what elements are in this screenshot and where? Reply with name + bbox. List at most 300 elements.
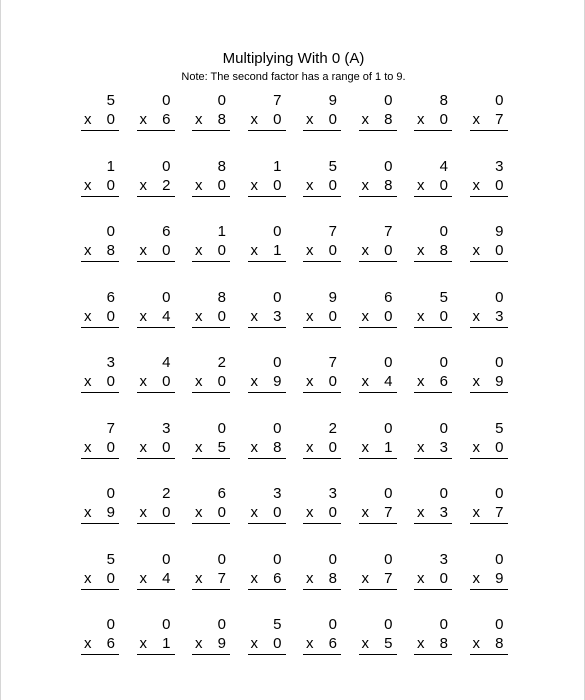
first-factor: 0 — [384, 354, 393, 371]
second-factor-row — [359, 110, 397, 131]
multiplication-problem — [462, 221, 508, 263]
second-factor-row — [359, 241, 397, 262]
multiplication-problem — [406, 549, 452, 591]
multiply-operator: x — [84, 635, 92, 652]
second-factor-row — [470, 438, 508, 459]
first-factor: 0 — [384, 550, 393, 568]
multiply-operator: x — [361, 307, 369, 325]
second-factor: 6 — [439, 373, 448, 390]
first-factor: 1 — [217, 223, 226, 240]
second-factor: 0 — [217, 373, 226, 390]
second-factor: 4 — [162, 569, 171, 587]
multiply-operator: x — [417, 504, 425, 521]
multiply-operator: x — [417, 569, 425, 587]
multiplication-problem — [462, 352, 508, 394]
second-factor: 7 — [384, 504, 393, 521]
multiplication-problem — [73, 549, 119, 591]
multiplication-problem — [351, 483, 397, 525]
first-factor: 6 — [217, 485, 226, 502]
multiplication-problem — [406, 614, 452, 656]
second-factor: 6 — [106, 635, 115, 652]
first-factor: 2 — [162, 485, 171, 502]
first-factor: 7 — [273, 92, 282, 109]
first-factor: 0 — [384, 485, 393, 502]
second-factor-row — [359, 372, 397, 393]
second-factor: 8 — [273, 438, 282, 456]
first-factor: 8 — [439, 92, 448, 109]
second-factor: 8 — [439, 635, 448, 652]
multiplication-problem — [129, 221, 175, 263]
multiply-operator: x — [139, 635, 147, 652]
multiplication-problem — [295, 156, 341, 198]
second-factor-row — [137, 438, 175, 459]
multiply-operator: x — [306, 111, 314, 128]
multiply-operator: x — [250, 242, 258, 259]
first-factor: 3 — [106, 354, 115, 371]
second-factor-row — [414, 176, 452, 197]
multiply-operator: x — [84, 307, 92, 325]
first-factor: 0 — [106, 485, 115, 502]
first-factor: 0 — [384, 616, 393, 633]
first-factor: 8 — [217, 288, 226, 306]
multiply-operator: x — [195, 373, 203, 390]
multiply-operator: x — [195, 242, 203, 259]
first-factor: 0 — [495, 288, 504, 306]
multiplication-problem — [462, 483, 508, 525]
multiply-operator: x — [84, 438, 92, 456]
multiply-operator: x — [361, 569, 369, 587]
second-factor: 0 — [328, 242, 337, 259]
second-factor: 4 — [384, 373, 393, 390]
multiply-operator: x — [84, 373, 92, 390]
multiplication-problem — [462, 614, 508, 656]
multiply-operator: x — [417, 242, 425, 259]
second-factor: 0 — [217, 504, 226, 521]
second-factor-row — [303, 307, 341, 328]
second-factor-row — [303, 241, 341, 262]
first-factor: 0 — [439, 616, 448, 633]
multiply-operator: x — [361, 176, 369, 194]
first-factor: 0 — [495, 550, 504, 568]
multiplication-problem — [240, 549, 286, 591]
multiplication-problem — [351, 90, 397, 132]
multiply-operator: x — [84, 569, 92, 587]
second-factor-row — [192, 307, 230, 328]
multiplication-problem — [351, 352, 397, 394]
multiply-operator: x — [472, 242, 480, 259]
multiply-operator: x — [472, 176, 480, 194]
multiply-operator: x — [139, 307, 147, 325]
multiplication-problem — [406, 352, 452, 394]
second-factor: 8 — [384, 111, 393, 128]
multiply-operator: x — [250, 307, 258, 325]
first-factor: 6 — [106, 288, 115, 306]
second-factor-row — [81, 372, 119, 393]
second-factor-row — [81, 241, 119, 262]
multiplication-problem — [240, 418, 286, 460]
multiplication-problem — [73, 287, 119, 329]
second-factor: 0 — [162, 242, 171, 259]
second-factor-row — [137, 176, 175, 197]
multiplication-problem — [240, 90, 286, 132]
second-factor-row — [303, 634, 341, 655]
second-factor-row — [248, 438, 286, 459]
multiply-operator: x — [306, 438, 314, 456]
multiply-operator: x — [472, 635, 480, 652]
second-factor-row — [414, 438, 452, 459]
multiplication-problem — [184, 221, 230, 263]
second-factor-row — [248, 110, 286, 131]
multiply-operator: x — [139, 504, 147, 521]
second-factor: 2 — [162, 176, 171, 194]
second-factor: 0 — [106, 438, 115, 456]
multiply-operator: x — [139, 373, 147, 390]
second-factor: 8 — [439, 242, 448, 259]
second-factor-row — [137, 503, 175, 524]
multiplication-problem — [73, 418, 119, 460]
second-factor: 0 — [439, 111, 448, 128]
second-factor-row — [414, 503, 452, 524]
second-factor-row — [81, 503, 119, 524]
second-factor: 9 — [273, 373, 282, 390]
second-factor-row — [192, 241, 230, 262]
multiplication-problem — [73, 483, 119, 525]
second-factor: 0 — [106, 176, 115, 194]
multiplication-problem — [184, 483, 230, 525]
second-factor: 0 — [106, 373, 115, 390]
second-factor: 0 — [439, 176, 448, 194]
second-factor: 0 — [328, 373, 337, 390]
multiply-operator: x — [139, 111, 147, 128]
multiply-operator: x — [361, 111, 369, 128]
second-factor-row — [137, 110, 175, 131]
multiply-operator: x — [139, 438, 147, 456]
first-factor: 9 — [328, 288, 337, 306]
second-factor: 3 — [439, 438, 448, 456]
multiplication-problem — [129, 614, 175, 656]
first-factor: 0 — [328, 616, 337, 633]
first-factor: 0 — [106, 616, 115, 633]
multiply-operator: x — [195, 635, 203, 652]
multiply-operator: x — [417, 176, 425, 194]
second-factor-row — [470, 307, 508, 328]
first-factor: 7 — [328, 223, 337, 240]
multiplication-problem — [73, 614, 119, 656]
second-factor-row — [303, 438, 341, 459]
second-factor-row — [414, 110, 452, 131]
first-factor: 0 — [495, 92, 504, 109]
first-factor: 0 — [162, 92, 171, 109]
first-factor: 0 — [384, 419, 393, 437]
multiply-operator: x — [306, 569, 314, 587]
second-factor-row — [81, 176, 119, 197]
second-factor-row — [248, 241, 286, 262]
first-factor: 6 — [384, 288, 393, 306]
worksheet-title: Multiplying With 0 (A) — [222, 50, 365, 67]
second-factor-row — [248, 372, 286, 393]
multiplication-problem — [240, 614, 286, 656]
second-factor: 0 — [273, 635, 282, 652]
multiply-operator: x — [361, 504, 369, 521]
second-factor-row — [192, 438, 230, 459]
first-factor: 0 — [217, 92, 226, 109]
multiply-operator: x — [361, 373, 369, 390]
first-factor: 1 — [273, 157, 282, 175]
first-factor: 0 — [495, 485, 504, 502]
second-factor-row — [192, 372, 230, 393]
second-factor: 7 — [495, 111, 504, 128]
multiplication-problem — [406, 156, 452, 198]
second-factor: 8 — [106, 242, 115, 259]
multiplication-problem — [73, 90, 119, 132]
multiplication-problem — [351, 221, 397, 263]
second-factor-row — [470, 176, 508, 197]
second-factor: 6 — [273, 569, 282, 587]
second-factor: 8 — [384, 176, 393, 194]
multiplication-problem — [295, 483, 341, 525]
multiply-operator: x — [84, 111, 92, 128]
second-factor-row — [248, 176, 286, 197]
worksheet-note: Note: The second factor has a range of 1 to 9. — [181, 71, 406, 83]
first-factor: 3 — [273, 485, 282, 502]
second-factor-row — [303, 110, 341, 131]
multiplication-problem — [240, 287, 286, 329]
second-factor-row — [359, 438, 397, 459]
second-factor: 0 — [273, 111, 282, 128]
first-factor: 0 — [439, 419, 448, 437]
multiply-operator: x — [250, 438, 258, 456]
second-factor: 0 — [106, 569, 115, 587]
multiplication-problem — [295, 221, 341, 263]
second-factor-row — [359, 307, 397, 328]
multiply-operator: x — [195, 438, 203, 456]
first-factor: 1 — [106, 157, 115, 175]
second-factor-row — [359, 503, 397, 524]
second-factor: 1 — [384, 438, 393, 456]
multiplication-problem — [240, 156, 286, 198]
multiply-operator: x — [306, 242, 314, 259]
multiplication-problem — [240, 483, 286, 525]
multiplication-problem — [406, 221, 452, 263]
second-factor: 0 — [495, 242, 504, 259]
first-factor: 0 — [495, 616, 504, 633]
first-factor: 5 — [328, 157, 337, 175]
multiply-operator: x — [472, 504, 480, 521]
first-factor: 0 — [106, 223, 115, 240]
first-factor: 7 — [328, 354, 337, 371]
first-factor: 0 — [384, 157, 393, 175]
multiplication-problem — [73, 221, 119, 263]
multiply-operator: x — [417, 635, 425, 652]
multiplication-problem — [129, 483, 175, 525]
multiply-operator: x — [195, 307, 203, 325]
second-factor: 9 — [106, 504, 115, 521]
second-factor: 0 — [217, 307, 226, 325]
first-factor: 5 — [439, 288, 448, 306]
multiplication-problem — [295, 90, 341, 132]
second-factor: 0 — [162, 373, 171, 390]
multiplication-problem — [295, 352, 341, 394]
second-factor: 0 — [162, 438, 171, 456]
second-factor-row — [359, 176, 397, 197]
second-factor-row — [414, 372, 452, 393]
multiplication-problem — [406, 287, 452, 329]
multiply-operator: x — [84, 504, 92, 521]
second-factor-row — [470, 372, 508, 393]
second-factor-row — [470, 241, 508, 262]
second-factor: 0 — [495, 438, 504, 456]
second-factor-row — [414, 569, 452, 590]
second-factor-row — [81, 569, 119, 590]
multiplication-problem — [240, 352, 286, 394]
multiplication-problem — [184, 549, 230, 591]
second-factor: 0 — [106, 111, 115, 128]
second-factor: 0 — [328, 504, 337, 521]
multiplication-problem — [73, 352, 119, 394]
multiplication-problem — [351, 156, 397, 198]
second-factor: 0 — [328, 111, 337, 128]
first-factor: 3 — [162, 419, 171, 437]
multiplication-problem — [240, 221, 286, 263]
multiplication-problem — [129, 90, 175, 132]
second-factor-row — [303, 372, 341, 393]
multiply-operator: x — [250, 176, 258, 194]
second-factor: 3 — [273, 307, 282, 325]
first-factor: 0 — [439, 485, 448, 502]
multiply-operator: x — [250, 373, 258, 390]
multiplication-problem — [184, 352, 230, 394]
multiplication-problem — [462, 90, 508, 132]
second-factor: 8 — [217, 111, 226, 128]
second-factor: 1 — [273, 242, 282, 259]
second-factor: 8 — [328, 569, 337, 587]
second-factor: 3 — [495, 307, 504, 325]
multiplication-problem — [351, 614, 397, 656]
multiplication-problem — [184, 418, 230, 460]
first-factor: 0 — [162, 157, 171, 175]
second-factor: 0 — [384, 307, 393, 325]
second-factor: 9 — [495, 569, 504, 587]
second-factor: 6 — [162, 111, 171, 128]
multiply-operator: x — [472, 307, 480, 325]
second-factor: 0 — [439, 307, 448, 325]
first-factor: 0 — [439, 223, 448, 240]
first-factor: 0 — [162, 288, 171, 306]
first-factor: 9 — [328, 92, 337, 109]
multiply-operator: x — [306, 373, 314, 390]
second-factor-row — [359, 634, 397, 655]
second-factor: 0 — [106, 307, 115, 325]
multiplication-problem — [184, 614, 230, 656]
multiplication-problem — [406, 418, 452, 460]
first-factor: 0 — [217, 419, 226, 437]
multiplication-problem — [295, 287, 341, 329]
second-factor: 0 — [217, 242, 226, 259]
second-factor: 0 — [273, 504, 282, 521]
second-factor-row — [137, 569, 175, 590]
second-factor-row — [359, 569, 397, 590]
multiply-operator: x — [417, 438, 425, 456]
second-factor-row — [303, 176, 341, 197]
multiply-operator: x — [361, 438, 369, 456]
first-factor: 3 — [495, 157, 504, 175]
multiplication-problem — [129, 352, 175, 394]
second-factor: 0 — [217, 176, 226, 194]
multiplication-problem — [184, 287, 230, 329]
first-factor: 0 — [384, 92, 393, 109]
second-factor-row — [81, 634, 119, 655]
second-factor-row — [137, 634, 175, 655]
second-factor: 7 — [384, 569, 393, 587]
second-factor-row — [248, 307, 286, 328]
multiplication-problem — [129, 287, 175, 329]
first-factor: 0 — [273, 354, 282, 371]
second-factor-row — [137, 241, 175, 262]
multiplication-problem — [351, 418, 397, 460]
second-factor: 1 — [162, 635, 171, 652]
second-factor-row — [470, 503, 508, 524]
multiplication-problem — [406, 483, 452, 525]
second-factor-row — [81, 307, 119, 328]
second-factor-row — [192, 569, 230, 590]
first-factor: 8 — [217, 157, 226, 175]
multiply-operator: x — [472, 569, 480, 587]
multiply-operator: x — [195, 504, 203, 521]
multiply-operator: x — [250, 111, 258, 128]
multiply-operator: x — [361, 242, 369, 259]
multiply-operator: x — [84, 176, 92, 194]
second-factor: 0 — [328, 438, 337, 456]
multiplication-problem — [295, 549, 341, 591]
multiply-operator: x — [139, 176, 147, 194]
multiplication-problem — [462, 287, 508, 329]
multiplication-problem — [295, 418, 341, 460]
second-factor-row — [470, 634, 508, 655]
second-factor: 0 — [495, 176, 504, 194]
second-factor-row — [248, 503, 286, 524]
second-factor: 0 — [162, 504, 171, 521]
second-factor: 9 — [217, 635, 226, 652]
first-factor: 5 — [495, 419, 504, 437]
multiply-operator: x — [361, 635, 369, 652]
first-factor: 4 — [162, 354, 171, 371]
second-factor-row — [248, 569, 286, 590]
first-factor: 0 — [217, 616, 226, 633]
multiply-operator: x — [417, 307, 425, 325]
multiply-operator: x — [195, 176, 203, 194]
multiply-operator: x — [417, 373, 425, 390]
multiply-operator: x — [250, 504, 258, 521]
first-factor: 3 — [328, 485, 337, 502]
second-factor: 7 — [217, 569, 226, 587]
second-factor: 8 — [495, 635, 504, 652]
first-factor: 4 — [439, 157, 448, 175]
multiplication-problem — [184, 90, 230, 132]
first-factor: 3 — [439, 550, 448, 568]
second-factor: 3 — [439, 504, 448, 521]
first-factor: 0 — [273, 288, 282, 306]
first-factor: 0 — [439, 354, 448, 371]
first-factor: 0 — [273, 419, 282, 437]
second-factor: 9 — [495, 373, 504, 390]
multiplication-problem — [351, 549, 397, 591]
first-factor: 6 — [162, 223, 171, 240]
multiplication-problem — [73, 156, 119, 198]
multiplication-problem — [295, 614, 341, 656]
multiply-operator: x — [250, 635, 258, 652]
second-factor-row — [414, 634, 452, 655]
first-factor: 9 — [495, 223, 504, 240]
